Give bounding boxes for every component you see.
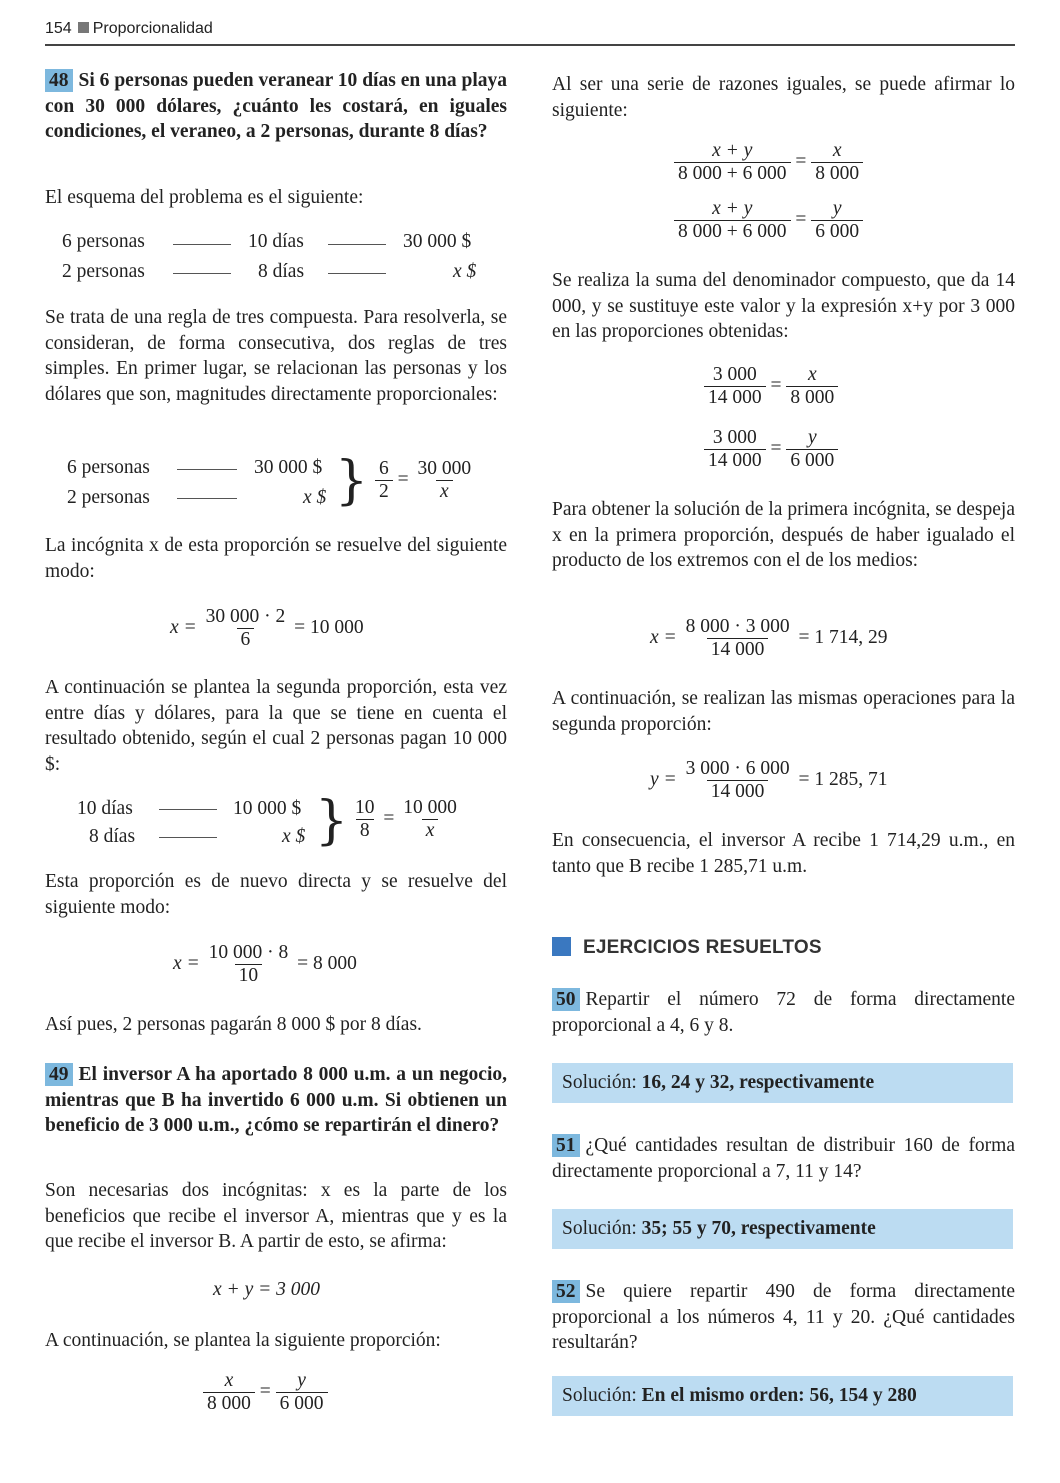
problem-number: 48 [45,69,73,92]
section-square-icon [552,937,571,956]
equation: x + y = 3 000 [213,1279,321,1300]
paragraph: En consecuencia, el inversor A recibe 1 714,29 u.m., en tanto que B recibe 1 285,71 u.m. [552,830,1015,877]
paragraph: Para obtener la solución de la primera incógnita, se despeja x en la primera proporción, después de haber igualado el producto de los extremos con el de los medios: [552,499,1015,571]
prop-dash [177,498,237,499]
paragraph: Así pues, 2 personas pagarán 8 000 $ por 8 días. [45,1014,422,1035]
scheme-dash [173,273,231,274]
section-title: Proporcionalidad [92,20,213,37]
paragraph: A continuación se plantea la segunda proporción, esta vez entre días y dólares, para la que se tiene en cuenta el resultado obtenido, según el cual 2 personas pagan 10 000 $: [45,677,507,775]
scheme-cell: 30 000 $ [403,231,472,252]
prop-cell: 8 días [89,826,136,847]
page-number: 154 [45,20,72,37]
paragraph: Se realiza la suma del denominador compuesto, que da 14 000, y se sustituye este valor y la expresión x+y por 3 000 en las proporciones obtenidas: [552,270,1015,342]
prop-cell: 10 días [77,798,133,819]
equation: $\frac{x + y}{8 000 + 6 000}$ = $\frac{x}{8 000}$ [674,140,863,185]
equation: $\frac{x}{8 000}$ = $\frac{y}{6 000}$ [203,1370,328,1415]
scheme-dash [328,244,386,245]
prop-cell: 2 personas [67,487,150,508]
paragraph: Al ser una serie de razones iguales, se puede afirmar lo siguiente: [552,74,1015,121]
solution-box: Solución: 16, 24 y 32, respectivamente [552,1063,1013,1103]
equation: x = $\frac{10 000 \cdot 8}{10}$ = 8 000 [173,942,357,986]
exercise-item: 50 Repartir el número 72 de forma directamente proporcional a 4, 6 y 8. [552,989,1015,1036]
scheme-cell: x $ [453,261,477,282]
scheme-dash [173,244,231,245]
right-brace-icon: } [335,451,369,511]
scheme-cell: 6 personas [62,231,145,252]
prop-dash [159,809,217,810]
paragraph: Se trata de una regla de tres compuesta. Para resolverla, se consideran, de forma consecutiva, dos reglas de tres simples. En primer lugar, se relacionan las personas y los dólares que son, magnitudes directamente proporcionales: [45,307,507,405]
page-header [45,18,1015,46]
paragraph: A continuación, se realizan las mismas operaciones para la segunda proporción: [552,688,1015,735]
prop-cell: 6 personas [67,457,150,478]
paragraph: Son necesarias dos incógnitas: x es la parte de los beneficios que recibe el inversor A, mientras que y es la que recibe el inversor B. A partir de esto, se afirma: [45,1180,507,1252]
paragraph: La incógnita x de esta proporción se resuelve del siguiente modo: [45,535,507,582]
equation: $\frac{x + y}{8 000 + 6 000}$ = $\frac{y}{6 000}$ [674,198,863,243]
scheme-dash [328,273,386,274]
exercise-number: 51 [552,1134,580,1157]
problem-48-question: 48 Si 6 personas pueden veranear 10 días en una playa con 30 000 dólares, ¿cuánto les costará, en iguales condiciones, el veraneo, a 2 personas, durante 8 días? [45,70,507,142]
proportion: $\frac{10}{8}$ = $\frac{10 000}{x}$ [355,797,457,841]
problem-number: 49 [45,1063,73,1086]
prop-cell: x $ [303,487,327,508]
scheme-cell: 8 días [258,261,305,282]
header-square-icon [78,22,89,33]
prop-cell: x $ [282,826,306,847]
scheme-cell: 10 días [248,231,304,252]
prop-cell: 10 000 $ [233,798,302,819]
exercise-item: 52 Se quiere repartir 490 de forma directamente proporcional a los números 4, 11 y 20. ¿Qué cantidades resultarán? [552,1281,1015,1353]
proportion: $\frac{6}{2}$ = $\frac{30 000}{x}$ [375,458,475,503]
right-brace-icon: } [315,791,349,851]
equation: x = $\frac{8 000 \cdot 3 000}{14 000}$ = 1 714, 29 [650,616,888,660]
paragraph: A continuación, se plantea la siguiente proporción: [45,1330,441,1351]
exercises-heading: EJERCICIOS RESUELTOS [552,937,822,959]
exercise-item: 51 ¿Qué cantidades resultan de distribuir 160 de forma directamente proporcional a 7, 11 y 14? [552,1135,1015,1182]
exercise-number: 50 [552,988,580,1011]
problem-49-question: 49 El inversor A ha aportado 8 000 u.m. a un negocio, mientras que B ha invertido 6 000 u.m. Si obtienen un beneficio de 3 000 u.m., ¿cómo se repartirán el dinero? [45,1064,507,1136]
equation: $\frac{3 000}{14 000}$ = $\frac{x}{8 000}$ [704,364,838,409]
paragraph: El esquema del problema es el siguiente: [45,187,364,208]
prop-cell: 30 000 $ [254,457,323,478]
exercise-number: 52 [552,1280,580,1303]
prop-dash [159,837,217,838]
equation: $\frac{3 000}{14 000}$ = $\frac{y}{6 000}$ [704,427,838,472]
paragraph: Esta proporción es de nuevo directa y se resuelve del siguiente modo: [45,871,507,918]
solution-box: Solución: 35; 55 y 70, respectivamente [552,1209,1013,1249]
solution-box: Solución: En el mismo orden: 56, 154 y 280 [552,1376,1013,1416]
equation: x = $\frac{30 000 \cdot 2}{6}$ = 10 000 [170,606,364,650]
equation: y = $\frac{3 000 \cdot 6 000}{14 000}$ = 1 285, 71 [650,758,888,802]
prop-dash [177,469,237,470]
scheme-cell: 2 personas [62,261,145,282]
